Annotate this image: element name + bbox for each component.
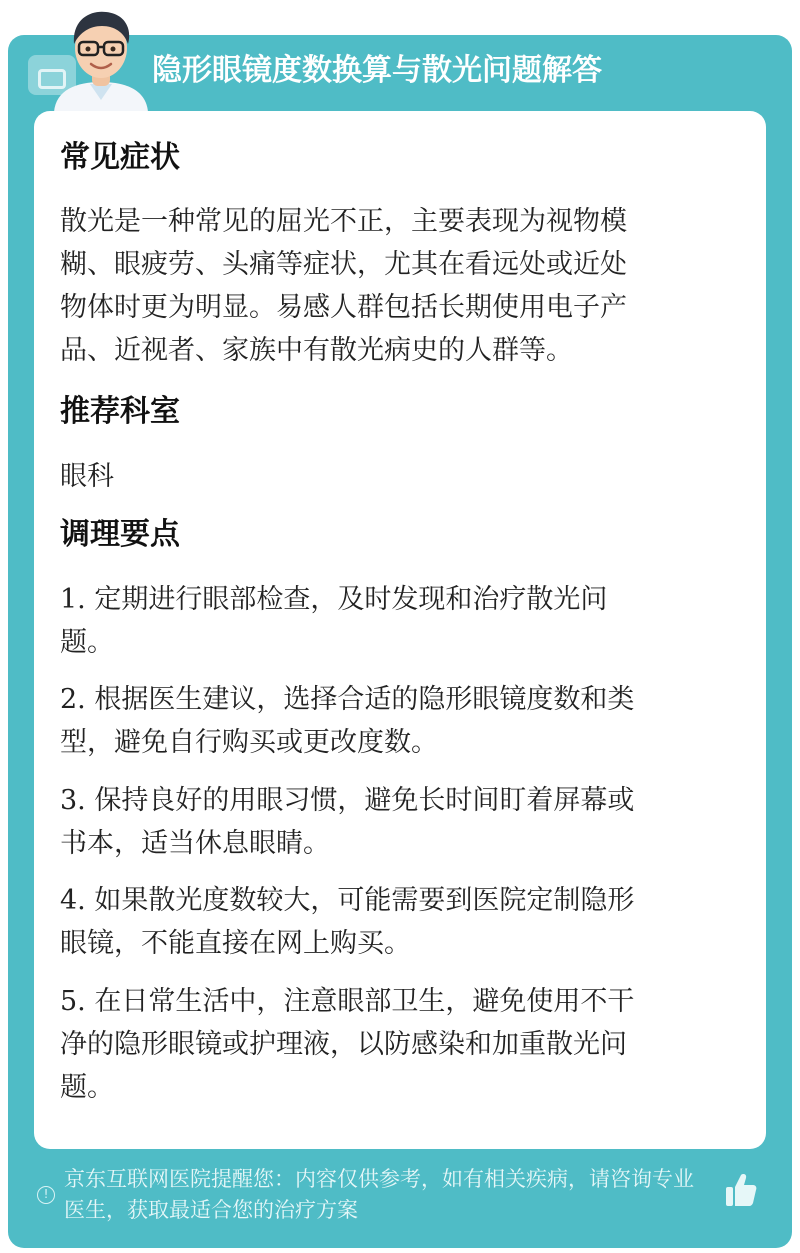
care-item-line: 眼镜，不能直接在网上购买。 [60, 928, 411, 959]
care-item [60, 779, 730, 865]
care-item-line: 定期进行眼部检查，及时发现和治疗散光问 [94, 584, 608, 615]
care-item-number: 3. [60, 785, 86, 816]
symptoms-line: 物体时更为明显。易感人群包括长期使用电子产 [60, 292, 627, 323]
info-circle-icon: ! [37, 1186, 55, 1204]
disclaimer-line: 医生，获取最适合您的治疗方案 [64, 1198, 358, 1222]
care-item [60, 678, 730, 764]
care-item-number: 2. [60, 684, 86, 715]
symptoms-heading: 常见症状 [60, 140, 180, 175]
care-item-line: 型，避免自行购买或更改度数。 [60, 727, 438, 758]
symptoms-line: 散光是一种常见的屈光不正，主要表现为视物模 [60, 206, 627, 237]
symptoms-line: 品、近视者、家族中有散光病史的人群等。 [60, 335, 573, 366]
care-item-number: 5. [60, 986, 86, 1017]
care-item-line: 在日常生活中，注意眼部卫生，避免使用不干 [94, 986, 635, 1017]
care-heading: 调理要点 [60, 517, 180, 552]
care-item-line: 书本，适当休息眼睛。 [60, 828, 330, 859]
care-item [60, 578, 730, 664]
page-title: 隐形眼镜度数换算与散光问题解答 [152, 53, 602, 88]
care-item-number: 1. [60, 584, 86, 615]
care-item-line: 题。 [60, 1072, 114, 1103]
symptoms-line: 糊、眼疲劳、头痛等症状，尤其在看远处或近处 [60, 249, 627, 280]
doctor-avatar [46, 4, 156, 112]
department-text: 眼科 [60, 461, 114, 492]
department-heading: 推荐科室 [60, 394, 180, 429]
symptoms-text [60, 200, 730, 372]
care-item [60, 879, 730, 965]
disclaimer-text [64, 1164, 728, 1226]
disclaimer-line: 京东互联网医院提醒您：内容仅供参考，如有相关疾病，请咨询专业 [64, 1167, 694, 1191]
care-item-line: 如果散光度数较大，可能需要到医院定制隐形 [94, 885, 635, 916]
care-item-line: 净的隐形眼镜或护理液，以防感染和加重散光问 [60, 1029, 627, 1060]
care-item-line: 保持良好的用眼习惯，避免长时间盯着屏幕或 [94, 785, 635, 816]
care-item-number: 4. [60, 885, 86, 916]
care-item [60, 980, 730, 1109]
care-item-line: 题。 [60, 627, 114, 658]
care-item-line: 根据医生建议，选择合适的隐形眼镜度数和类 [94, 684, 635, 715]
thumbs-up-icon[interactable] [724, 1172, 758, 1208]
